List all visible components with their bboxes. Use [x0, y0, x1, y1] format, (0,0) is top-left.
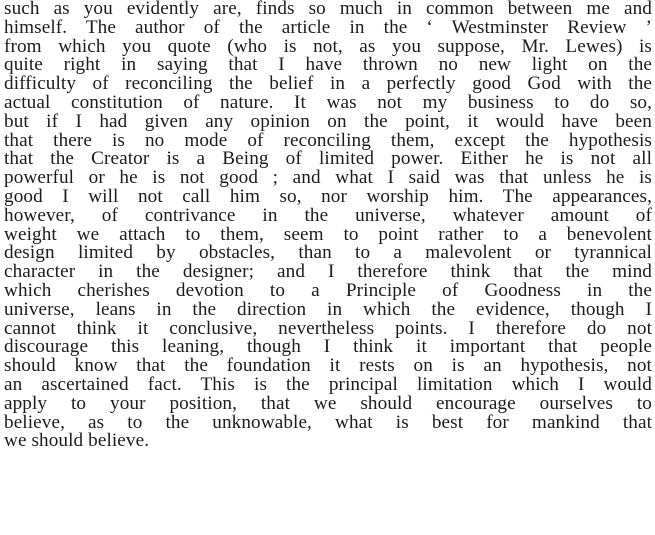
- text-line-19: discourage this leaning, though I think it important that people: [4, 336, 652, 358]
- text-line-9: that the Creator is a Being of limited power. Either he is not all: [4, 148, 652, 170]
- text-line-12: however, of contrivance in the universe, whatever amount of: [4, 204, 652, 226]
- text-line-11: good I will not call him so, nor worship him. The appearances,: [4, 185, 652, 207]
- text-line-4: quite right in saying that I have thrown no new light on the: [4, 54, 652, 76]
- text-line-18: cannot think it conclusive, nevertheless points. I therefore do not: [4, 317, 652, 339]
- letter-text-block: [4, 0, 652, 451]
- document-page: [4, 0, 652, 535]
- text-line-17: universe, leans in the direction in which the evidence, though I: [4, 298, 652, 320]
- text-line-15: character in the designer; and I therefore think that the mind: [4, 261, 652, 283]
- text-line-21: an ascertained fact. This is the principal limitation which I would: [4, 373, 652, 395]
- text-line-5: difficulty of reconciling the belief in a perfectly good God with the: [4, 73, 652, 95]
- text-line-6: actual constitution of nature. It was not my business to do so,: [4, 91, 652, 113]
- text-line-3: from which you quote (who is not, as you suppose, Mr. Lewes) is: [4, 35, 652, 57]
- text-line-23: believe, as to the unknowable, what is best for mankind that: [4, 411, 652, 433]
- text-line-14: design limited by obstacles, than to a malevolent or tyrannical: [4, 242, 652, 264]
- text-line-8: that there is no mode of reconciling them, except the hypothesis: [4, 129, 652, 151]
- text-line-7: but if I had given any opinion on the point, it would have been: [4, 110, 652, 132]
- text-line-2: himself. The author of the article in the ‘ Westminster Review ’: [4, 16, 652, 38]
- text-line-13: weight we attach to them, seem to point rather to a benevolent: [4, 223, 652, 245]
- text-line-24: we should believe.: [4, 430, 150, 452]
- text-line-1: such as you evidently are, finds so much in common between me and: [4, 0, 652, 19]
- text-line-16: which cherishes devotion to a Principle of Goodness in the: [4, 279, 652, 301]
- text-line-20: should know that the foundation it rests on is an hypothesis, not: [4, 355, 652, 377]
- text-line-22: apply to your position, that we should encourage ourselves to: [4, 392, 652, 414]
- text-line-10: powerful or he is not good ; and what I said was that unless he is: [4, 167, 652, 189]
